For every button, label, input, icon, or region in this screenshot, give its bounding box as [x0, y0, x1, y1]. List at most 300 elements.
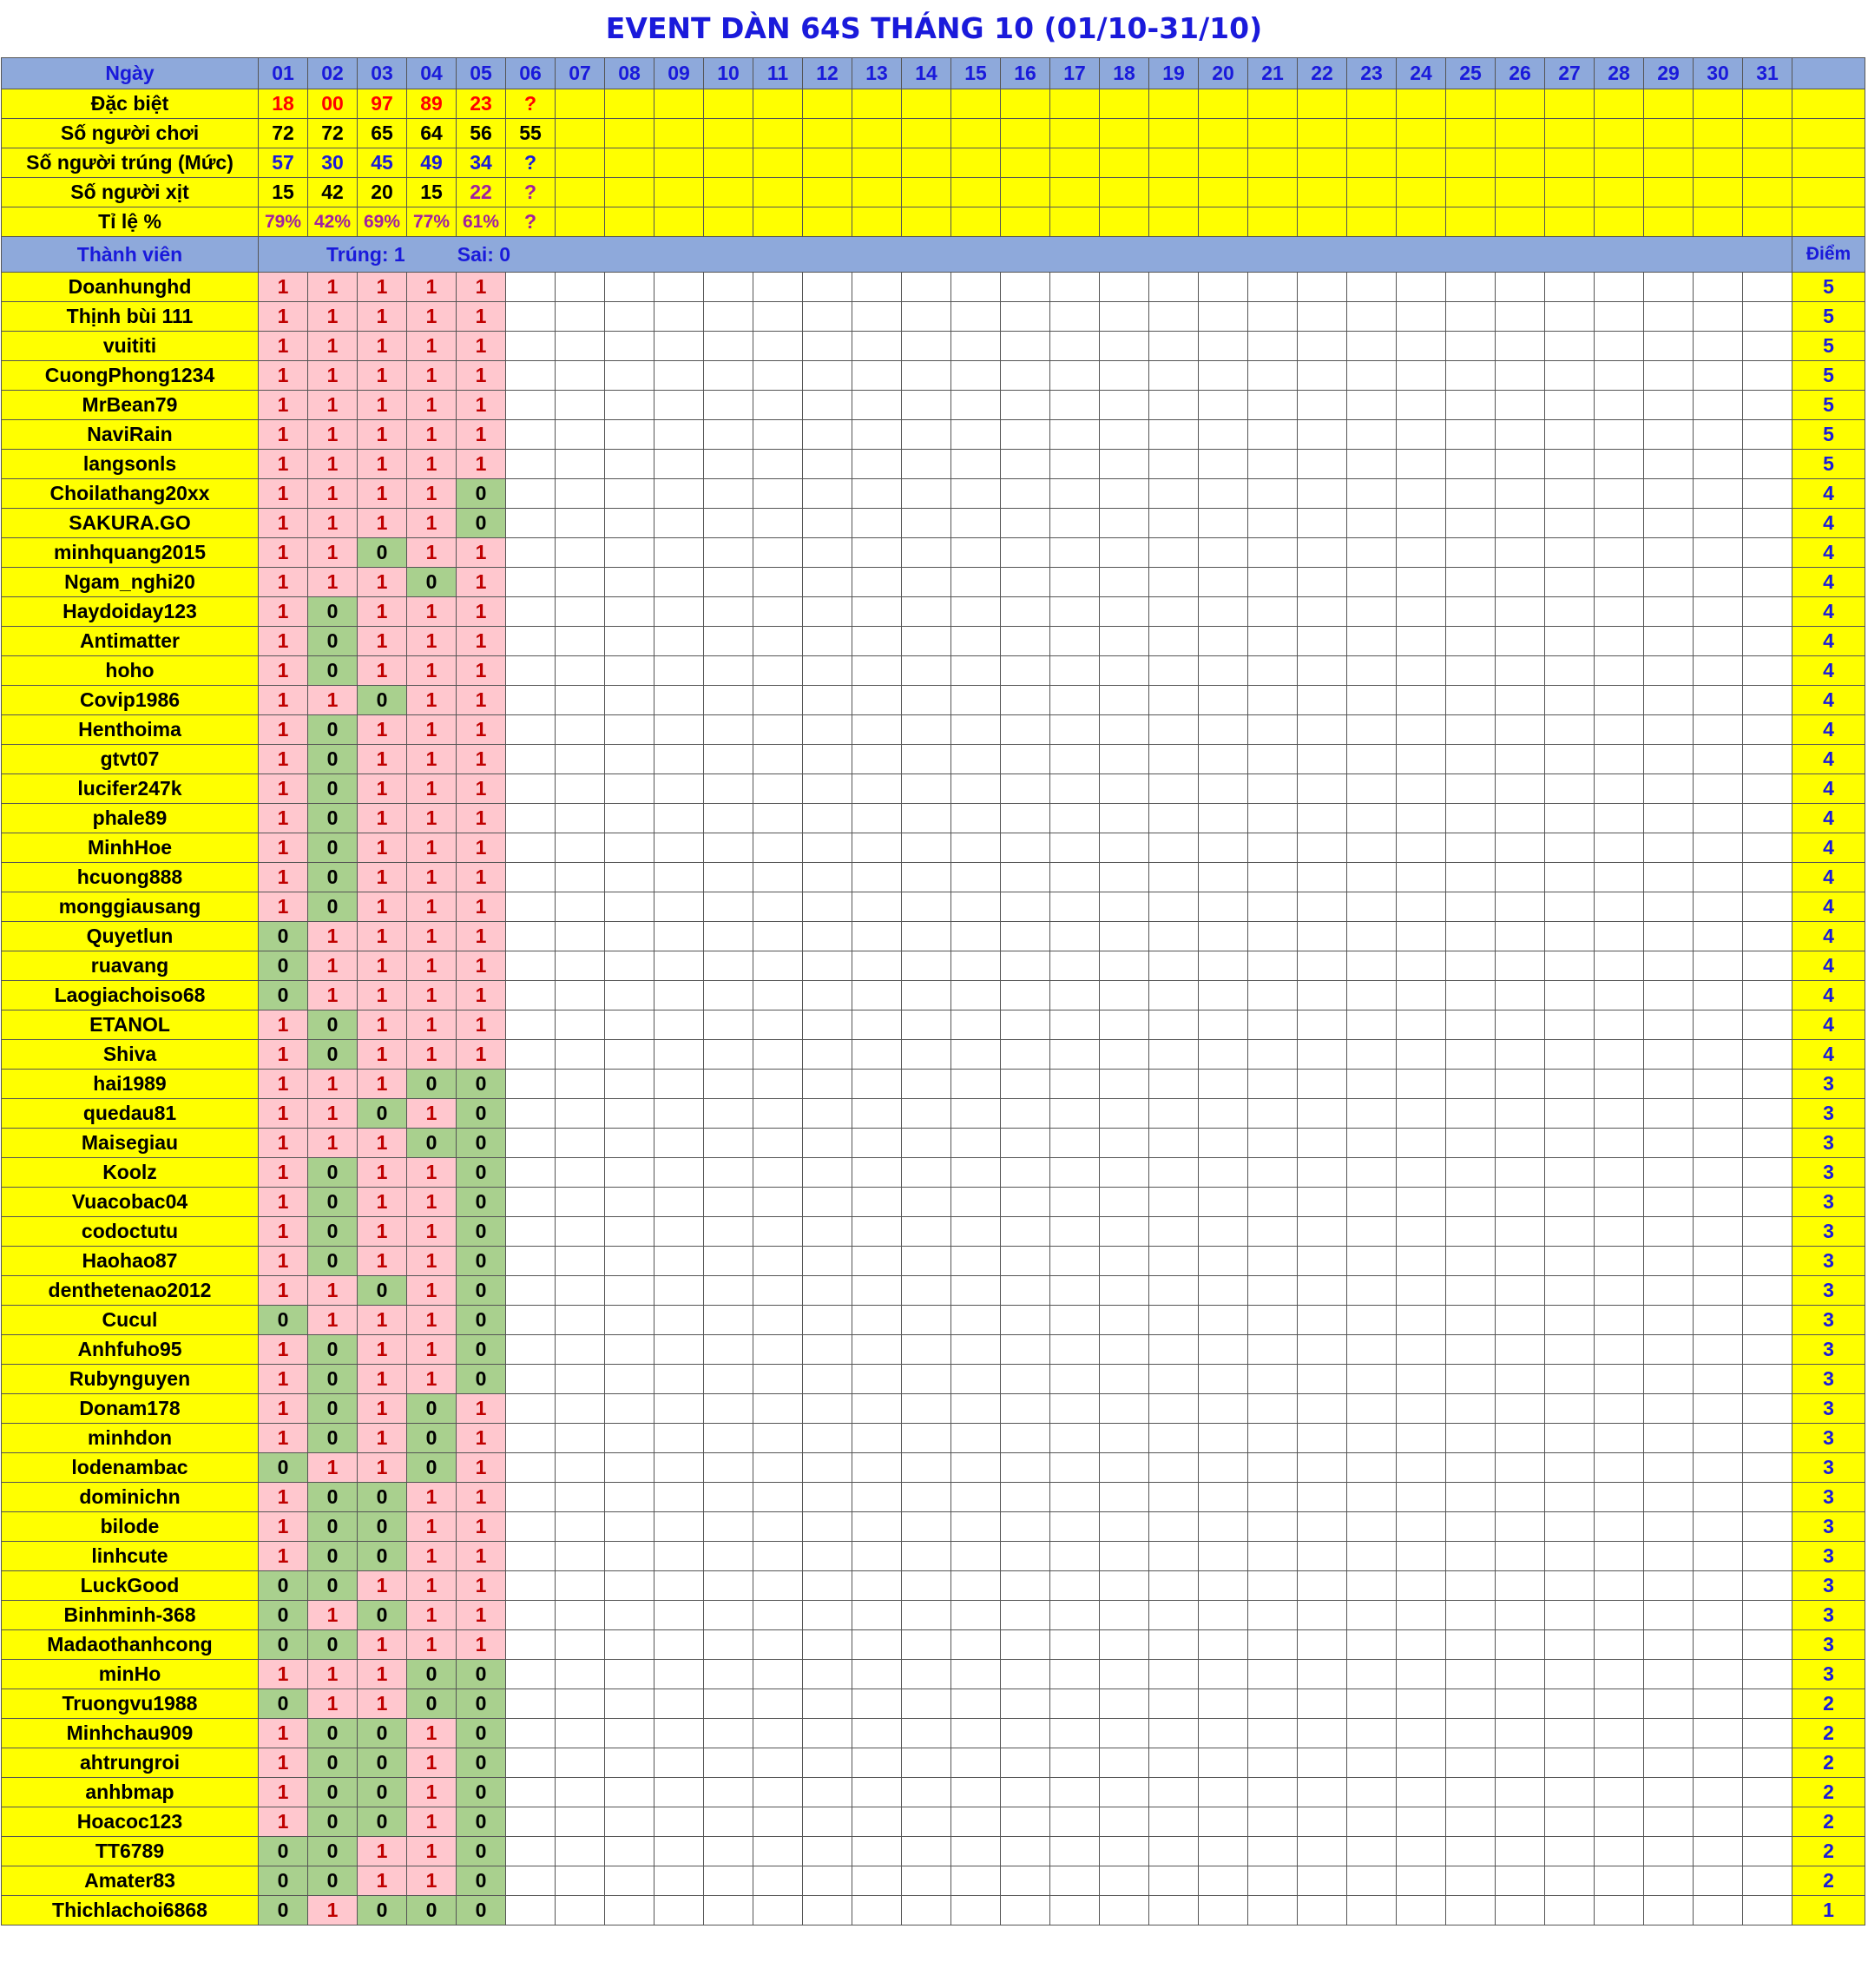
empty-cell [1298, 922, 1347, 951]
member-points: 3 [1792, 1276, 1865, 1306]
empty-cell [1298, 391, 1347, 420]
empty-cell [605, 1719, 654, 1748]
empty-cell [1248, 1483, 1298, 1512]
stat-cell [556, 89, 605, 119]
empty-cell [1001, 1660, 1050, 1689]
empty-cell [1545, 479, 1595, 509]
empty-cell [1545, 1099, 1595, 1129]
empty-cell [654, 1306, 704, 1335]
result-cell: 1 [259, 1040, 308, 1070]
stat-cell: 00 [308, 89, 358, 119]
empty-cell [556, 1542, 605, 1571]
empty-cell [556, 951, 605, 981]
empty-cell [1545, 420, 1595, 450]
empty-cell [1545, 951, 1595, 981]
empty-cell [1100, 1512, 1149, 1542]
empty-cell [1347, 1866, 1397, 1896]
empty-cell [1446, 568, 1496, 597]
empty-cell [1050, 1070, 1100, 1099]
empty-cell [1248, 1188, 1298, 1217]
stat-cell: 55 [506, 119, 556, 148]
empty-cell [654, 1424, 704, 1453]
stat-cell [1149, 119, 1199, 148]
empty-cell [605, 1837, 654, 1866]
result-cell: 1 [457, 745, 506, 774]
empty-cell [704, 1483, 753, 1512]
empty-cell [654, 1394, 704, 1424]
empty-cell [1496, 922, 1545, 951]
empty-cell [1644, 479, 1694, 509]
empty-cell [1001, 332, 1050, 361]
empty-cell [1050, 1807, 1100, 1837]
empty-cell [951, 627, 1001, 656]
empty-cell [1446, 1188, 1496, 1217]
empty-cell [1743, 1217, 1792, 1247]
empty-cell [1743, 1896, 1792, 1925]
empty-cell [951, 1630, 1001, 1660]
empty-cell [1694, 1010, 1743, 1040]
result-cell: 1 [407, 1778, 457, 1807]
empty-cell [1694, 1188, 1743, 1217]
stat-cell: ? [506, 178, 556, 207]
empty-cell [1347, 391, 1397, 420]
empty-cell [1149, 1719, 1199, 1748]
empty-cell [1595, 1365, 1644, 1394]
empty-cell [1743, 1660, 1792, 1689]
empty-cell [803, 1660, 852, 1689]
empty-cell [1545, 833, 1595, 863]
empty-cell [556, 273, 605, 302]
member-row [2, 863, 1865, 892]
result-cell: 1 [457, 1483, 506, 1512]
stat-points-blank [1792, 119, 1865, 148]
member-points: 4 [1792, 538, 1865, 568]
member-points: 3 [1792, 1453, 1865, 1483]
empty-cell [1347, 1571, 1397, 1601]
stat-cell: 89 [407, 89, 457, 119]
result-cell: 0 [407, 1660, 457, 1689]
empty-cell [506, 804, 556, 833]
member-name: LuckGood [2, 1571, 259, 1601]
stat-cell [902, 148, 951, 178]
empty-cell [1347, 1010, 1397, 1040]
day-header-17: 17 [1050, 58, 1100, 89]
empty-cell [1496, 361, 1545, 391]
empty-cell [902, 1276, 951, 1306]
result-cell: 1 [358, 774, 407, 804]
member-name: denthetenao2012 [2, 1276, 259, 1306]
stat-label: Số người chơi [2, 119, 259, 148]
empty-cell [902, 1542, 951, 1571]
day-header-07: 07 [556, 58, 605, 89]
member-points: 4 [1792, 981, 1865, 1010]
empty-cell [1743, 715, 1792, 745]
empty-cell [1397, 361, 1446, 391]
member-name: Doanhunghd [2, 273, 259, 302]
empty-cell [1743, 1689, 1792, 1719]
empty-cell [803, 1778, 852, 1807]
stat-cell [1298, 89, 1347, 119]
result-cell: 0 [358, 1483, 407, 1512]
result-cell: 1 [308, 450, 358, 479]
empty-cell [753, 1010, 803, 1040]
empty-cell [654, 922, 704, 951]
empty-cell [902, 1807, 951, 1837]
empty-cell [951, 509, 1001, 538]
result-cell: 1 [259, 833, 308, 863]
result-cell: 0 [308, 1571, 358, 1601]
empty-cell [704, 538, 753, 568]
empty-cell [803, 1748, 852, 1778]
empty-cell [1298, 1276, 1347, 1306]
stat-cell [654, 178, 704, 207]
empty-cell [852, 1660, 902, 1689]
empty-cell [654, 656, 704, 686]
empty-cell [1298, 1660, 1347, 1689]
empty-cell [803, 273, 852, 302]
empty-cell [1694, 774, 1743, 804]
empty-cell [1050, 361, 1100, 391]
empty-cell [704, 804, 753, 833]
empty-cell [1743, 892, 1792, 922]
empty-cell [556, 1601, 605, 1630]
stat-cell [1397, 178, 1446, 207]
result-cell: 1 [259, 774, 308, 804]
empty-cell [506, 1483, 556, 1512]
empty-cell [1446, 833, 1496, 863]
result-cell: 1 [259, 1660, 308, 1689]
empty-cell [1298, 1394, 1347, 1424]
stat-cell [1347, 178, 1397, 207]
empty-cell [852, 361, 902, 391]
member-name: Rubynguyen [2, 1365, 259, 1394]
member-points: 3 [1792, 1630, 1865, 1660]
empty-cell [902, 627, 951, 656]
result-cell: 1 [259, 745, 308, 774]
empty-cell [803, 1866, 852, 1896]
result-cell: 1 [259, 1276, 308, 1306]
empty-cell [1298, 509, 1347, 538]
result-cell: 1 [259, 1748, 308, 1778]
empty-cell [605, 1660, 654, 1689]
stat-cell [803, 178, 852, 207]
stat-cell [1446, 89, 1496, 119]
empty-cell [556, 1453, 605, 1483]
empty-cell [951, 1188, 1001, 1217]
empty-cell [1248, 1778, 1298, 1807]
empty-cell [1595, 332, 1644, 361]
empty-cell [1100, 715, 1149, 745]
stat-cell [556, 148, 605, 178]
result-cell: 0 [457, 1158, 506, 1188]
result-cell: 1 [457, 627, 506, 656]
empty-cell [1050, 1365, 1100, 1394]
empty-cell [852, 479, 902, 509]
result-cell: 0 [259, 1837, 308, 1866]
empty-cell [852, 1394, 902, 1424]
result-cell: 1 [457, 1453, 506, 1483]
result-cell: 1 [407, 1719, 457, 1748]
empty-cell [803, 1099, 852, 1129]
empty-cell [1199, 1453, 1248, 1483]
empty-cell [506, 391, 556, 420]
empty-cell [1694, 1896, 1743, 1925]
stat-row [2, 207, 1865, 237]
empty-cell [951, 1394, 1001, 1424]
empty-cell [1347, 686, 1397, 715]
day-header-14: 14 [902, 58, 951, 89]
member-name: vuititi [2, 332, 259, 361]
result-cell: 1 [259, 1424, 308, 1453]
empty-cell [753, 1394, 803, 1424]
member-name: Vuacobac04 [2, 1188, 259, 1217]
empty-cell [1397, 1660, 1446, 1689]
empty-cell [1446, 1483, 1496, 1512]
empty-cell [1496, 1689, 1545, 1719]
empty-cell [1743, 1837, 1792, 1866]
empty-cell [1248, 1070, 1298, 1099]
empty-cell [1743, 1571, 1792, 1601]
result-cell: 1 [358, 568, 407, 597]
empty-cell [1743, 1306, 1792, 1335]
member-points: 4 [1792, 597, 1865, 627]
empty-cell [753, 656, 803, 686]
empty-cell [1001, 1807, 1050, 1837]
empty-cell [506, 951, 556, 981]
empty-cell [902, 863, 951, 892]
empty-cell [1694, 420, 1743, 450]
empty-cell [951, 1276, 1001, 1306]
stat-cell: 34 [457, 148, 506, 178]
empty-cell [902, 1365, 951, 1394]
stat-cell [1298, 119, 1347, 148]
stat-cell [1100, 89, 1149, 119]
empty-cell [1001, 1365, 1050, 1394]
empty-cell [1446, 509, 1496, 538]
empty-cell [1397, 1601, 1446, 1630]
result-cell: 1 [259, 361, 308, 391]
empty-cell [803, 1247, 852, 1276]
empty-cell [556, 1630, 605, 1660]
empty-cell [1248, 745, 1298, 774]
empty-cell [1100, 627, 1149, 656]
empty-cell [1100, 1335, 1149, 1365]
result-cell: 1 [308, 273, 358, 302]
result-cell: 0 [308, 892, 358, 922]
member-name: ETANOL [2, 1010, 259, 1040]
empty-cell [1595, 1542, 1644, 1571]
result-cell: 1 [358, 981, 407, 1010]
empty-cell [1050, 951, 1100, 981]
empty-cell [605, 1689, 654, 1719]
empty-cell [1001, 715, 1050, 745]
empty-cell [605, 745, 654, 774]
member-points: 4 [1792, 892, 1865, 922]
stat-cell [1545, 148, 1595, 178]
empty-cell [1545, 1512, 1595, 1542]
result-cell: 0 [407, 1129, 457, 1158]
member-points: 3 [1792, 1601, 1865, 1630]
stat-cell: ? [506, 148, 556, 178]
empty-cell [1644, 1365, 1694, 1394]
stat-cell [1149, 207, 1199, 237]
empty-cell [852, 1217, 902, 1247]
result-cell: 1 [259, 273, 308, 302]
empty-cell [1050, 1335, 1100, 1365]
result-cell: 0 [457, 1306, 506, 1335]
empty-cell [1001, 568, 1050, 597]
empty-cell [704, 951, 753, 981]
empty-cell [753, 1306, 803, 1335]
member-name: Truongvu1988 [2, 1689, 259, 1719]
result-cell: 1 [457, 1512, 506, 1542]
empty-cell [704, 1571, 753, 1601]
empty-cell [1149, 1748, 1199, 1778]
empty-cell [1595, 1099, 1644, 1129]
empty-cell [1545, 1719, 1595, 1748]
empty-cell [1644, 1837, 1694, 1866]
empty-cell [951, 1010, 1001, 1040]
empty-cell [1347, 420, 1397, 450]
result-cell: 1 [259, 1365, 308, 1394]
day-header-19: 19 [1149, 58, 1199, 89]
empty-cell [1743, 656, 1792, 686]
empty-cell [902, 273, 951, 302]
empty-cell [1001, 1689, 1050, 1719]
empty-cell [1149, 1129, 1199, 1158]
stat-cell: 23 [457, 89, 506, 119]
empty-cell [1595, 1424, 1644, 1453]
empty-cell [605, 509, 654, 538]
result-cell: 1 [358, 1837, 407, 1866]
empty-cell [1100, 332, 1149, 361]
empty-cell [1248, 1748, 1298, 1778]
empty-cell [1100, 1188, 1149, 1217]
empty-cell [1298, 332, 1347, 361]
empty-cell [1694, 1217, 1743, 1247]
result-cell: 1 [457, 597, 506, 627]
empty-cell [1397, 1453, 1446, 1483]
empty-cell [951, 479, 1001, 509]
empty-cell [902, 1335, 951, 1365]
empty-cell [1100, 1247, 1149, 1276]
empty-cell [1496, 1129, 1545, 1158]
empty-cell [556, 1866, 605, 1896]
empty-cell [1001, 1542, 1050, 1571]
member-row [2, 1306, 1865, 1335]
empty-cell [1743, 774, 1792, 804]
empty-cell [1199, 361, 1248, 391]
empty-cell [1100, 509, 1149, 538]
empty-cell [1149, 1453, 1199, 1483]
empty-cell [1694, 686, 1743, 715]
empty-cell [1347, 1630, 1397, 1660]
empty-cell [951, 1896, 1001, 1925]
empty-cell [1397, 1070, 1446, 1099]
empty-cell [1694, 833, 1743, 863]
empty-cell [951, 715, 1001, 745]
empty-cell [852, 420, 902, 450]
result-cell: 1 [308, 1689, 358, 1719]
stat-cell [1199, 148, 1248, 178]
empty-cell [1347, 1660, 1397, 1689]
empty-cell [605, 1748, 654, 1778]
empty-cell [951, 1365, 1001, 1394]
empty-cell [1248, 361, 1298, 391]
empty-cell [1149, 1217, 1199, 1247]
empty-cell [1199, 568, 1248, 597]
empty-cell [902, 715, 951, 745]
empty-cell [556, 1306, 605, 1335]
result-cell: 1 [358, 892, 407, 922]
stat-cell [1496, 89, 1545, 119]
empty-cell [753, 863, 803, 892]
result-cell: 1 [259, 686, 308, 715]
empty-cell [556, 1837, 605, 1866]
empty-cell [1496, 1010, 1545, 1040]
stat-cell [1001, 207, 1050, 237]
empty-cell [1001, 1070, 1050, 1099]
empty-cell [753, 1483, 803, 1512]
empty-cell [506, 1571, 556, 1601]
empty-cell [1397, 538, 1446, 568]
result-cell: 1 [259, 391, 308, 420]
empty-cell [951, 450, 1001, 479]
empty-cell [1743, 538, 1792, 568]
empty-cell [902, 1778, 951, 1807]
empty-cell [556, 1748, 605, 1778]
day-header-27: 27 [1545, 58, 1595, 89]
empty-cell [1446, 420, 1496, 450]
empty-cell [1694, 479, 1743, 509]
result-cell: 0 [358, 1542, 407, 1571]
empty-cell [1347, 1335, 1397, 1365]
empty-cell [1595, 1837, 1644, 1866]
member-name: anhbmap [2, 1778, 259, 1807]
result-cell: 1 [407, 656, 457, 686]
empty-cell [1694, 1660, 1743, 1689]
empty-cell [803, 1896, 852, 1925]
stat-cell: 57 [259, 148, 308, 178]
empty-cell [704, 1601, 753, 1630]
empty-cell [704, 1040, 753, 1070]
empty-cell [1248, 1512, 1298, 1542]
empty-cell [1545, 1689, 1595, 1719]
result-cell: 1 [407, 420, 457, 450]
empty-cell [1298, 1630, 1347, 1660]
result-cell: 1 [457, 1424, 506, 1453]
empty-cell [902, 1896, 951, 1925]
empty-cell [1199, 1335, 1248, 1365]
empty-cell [1199, 745, 1248, 774]
empty-cell [1545, 1630, 1595, 1660]
empty-cell [1050, 1424, 1100, 1453]
empty-cell [852, 627, 902, 656]
empty-cell [1248, 656, 1298, 686]
empty-cell [803, 1424, 852, 1453]
empty-cell [1248, 1040, 1298, 1070]
empty-cell [605, 686, 654, 715]
empty-cell [1248, 568, 1298, 597]
result-cell: 1 [308, 509, 358, 538]
result-cell: 0 [358, 1807, 407, 1837]
empty-cell [1001, 509, 1050, 538]
stat-cell: 18 [259, 89, 308, 119]
empty-cell [1149, 922, 1199, 951]
empty-cell [803, 597, 852, 627]
member-row [2, 332, 1865, 361]
empty-cell [1347, 450, 1397, 479]
